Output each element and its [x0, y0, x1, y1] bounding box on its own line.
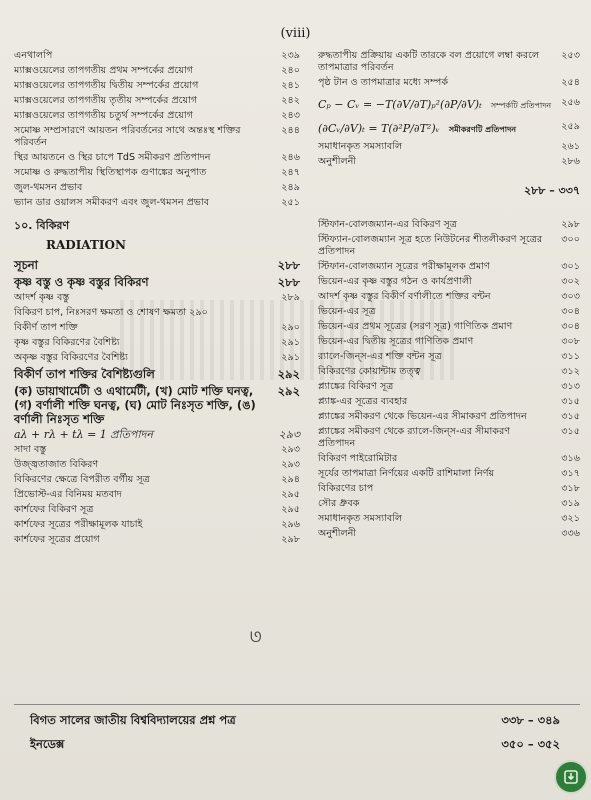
toc-entry-page: ৩১৫	[561, 396, 580, 407]
toc-entry-title: প্ল্যাঙ্কের সমীকরণ থেকে র‍্যালে-জিন্‌স-এর সীমাকরণ প্রতিপাদন	[318, 426, 511, 449]
toc-entry	[14, 504, 300, 516]
toc-entry-title: ভিয়েন-এর সূত্র	[318, 306, 376, 317]
bottom-row-1-text: বিগত সালের জাতীয় বিশ্ববিদ্যালয়ের প্রশ্ন পত্র	[30, 713, 236, 727]
toc-entry	[14, 474, 300, 486]
right-chapter-entries	[318, 219, 580, 540]
toc-entry-page: ২৪০	[281, 65, 300, 76]
toc-entry-page: ২৯৩	[278, 428, 300, 441]
toc-entry	[318, 468, 580, 480]
toc-entry	[318, 396, 580, 408]
toc-entry-page: ২৪১	[281, 80, 300, 91]
toc-entry-title: ম্যাক্সওয়েলের তাপগতীয় দ্বিতীয় সম্পর্কের প্রয়োগ	[14, 80, 199, 91]
chapter-heading	[14, 217, 300, 236]
toc-entry	[318, 261, 580, 273]
toc-entry-title: ম্যাক্সওয়েলের তাপগতীয় প্রথম সম্পর্কের প্রয়োগ	[14, 65, 194, 76]
toc-entry	[14, 337, 300, 349]
equation-row-1	[318, 93, 580, 113]
pencil-tick-mark: ᘎ	[250, 630, 262, 646]
toc-entry	[318, 321, 580, 333]
download-book-icon	[562, 768, 580, 786]
toc-entry-page: ২৬১	[561, 141, 580, 152]
toc-entry	[318, 381, 580, 393]
left-column	[14, 50, 300, 549]
toc-entry-title: স্টিফ্যান-বোলজম্যান সূত্র হতে নিউটনের শীতলীকরণ সূত্রের প্রতিপাদন	[318, 234, 543, 257]
toc-entry-title: কার্শফের সূত্রের প্রয়োগ	[14, 534, 100, 545]
left-top-entries	[14, 50, 300, 209]
toc-entry-page: ২৫৩	[561, 50, 580, 61]
toc-entry	[318, 426, 580, 450]
toc-entry	[318, 234, 580, 258]
toc-entry-page: ২৯৪	[281, 474, 300, 485]
toc-entry-title: ভিয়েন-এর দ্বিতীয় সূত্রের গাণিতিক প্রমাণ	[318, 336, 474, 347]
toc-entry-title: সূচনা	[14, 258, 39, 272]
toc-entry-page: ২৯৩	[281, 444, 300, 455]
toc-entry-title: প্ল্যাঙ্ক-এর সূত্রের ব্যবহার	[318, 396, 408, 407]
toc-entry-title: ভ্যান ডার ওয়ালস সমীকরণ এবং জুল-থমসন প্রভাব	[14, 197, 210, 208]
toc-entry-page: ৩০০	[561, 234, 580, 245]
toc-entry-page: ৩১২	[561, 366, 580, 377]
toc-entry-page: ৩১৭	[561, 468, 580, 479]
toc-entry-page: ৩১১	[561, 351, 580, 362]
toc-entry	[14, 352, 300, 364]
toc-entry-page: ২৪৪	[281, 125, 300, 136]
toc-entry-page: ২৫৪	[561, 77, 580, 88]
toc-entry-page: ২৪৯	[281, 182, 300, 193]
bottom-row-2-text: ইনডেক্স	[30, 737, 65, 751]
toc-entry	[14, 110, 300, 122]
toc-entry	[318, 50, 580, 74]
toc-entry-title: ভিয়েন-এর কৃষ্ণ বস্তুর গঠন ও কার্যপ্রণালী	[318, 276, 472, 287]
app-badge-icon[interactable]	[554, 760, 588, 794]
toc-entry-page: ২৯৮	[561, 219, 580, 230]
toc-entry-page: ২৪৭	[281, 167, 300, 178]
toc-entry-title: সমাধানকৃত সমস্যাবলি	[318, 141, 403, 152]
toc-entry-page: ৩১৯	[561, 498, 580, 509]
toc-entry-page: ২৯৬	[281, 519, 300, 530]
equation-1: Cₚ − Cᵥ = −T(∂V/∂T)ₚ²(∂P/∂V)ₜ	[318, 98, 482, 111]
toc-entry-title: সূর্যের তাপমাত্রা নির্ণয়ের একটি রাশিমালা নির্ণয়	[318, 468, 495, 479]
toc-entry	[14, 152, 300, 164]
toc-entry-page: ৩১৫	[561, 411, 580, 422]
page-number: (viii)	[280, 26, 311, 41]
toc-entry-title: জুল-থমসন প্রভাব	[14, 182, 83, 193]
toc-entry	[318, 291, 580, 303]
toc-entry-title: কার্শফের বিকিরণ সূত্র	[14, 504, 94, 515]
toc-entry-title: aλ + rλ + tλ = 1 প্রতিপাদন	[14, 428, 153, 441]
toc-entry-page: ২৯৮	[281, 534, 300, 545]
toc-entry-page: ৩১৮	[561, 483, 580, 494]
toc-entry-title: স্টিফান-বোলজম্যান-এর বিকিরণ সূত্র	[318, 219, 457, 230]
toc-entry-page: ২৪২	[281, 95, 300, 106]
toc-entry-title: ভিয়েন-এর প্রথম সূত্রের (সরণ সূত্র) গাণিতিক প্রমাণ	[318, 321, 513, 332]
toc-entry	[318, 276, 580, 288]
equation-1-page: ২৫৬	[561, 96, 580, 108]
bottom-row-2	[30, 736, 560, 755]
toc-entry-page: ৩০৮	[561, 336, 580, 347]
toc-entry-page: ২৮৬	[561, 156, 580, 167]
toc-entry	[14, 307, 300, 319]
toc-entry-title: বিকিরণ পাইরোমিটার	[318, 453, 398, 464]
toc-entry	[14, 429, 300, 441]
toc-entry-page: ২৯০	[281, 322, 300, 333]
bottom-row-1-range: ৩৩৮ – ৩৪৯	[501, 713, 560, 727]
toc-entry-page: ৩১৫	[561, 426, 580, 437]
chapter-range: ২৮৮ – ৩৩৭	[523, 184, 580, 197]
toc-entry-title: র‍্যালে-জিন্‌স-এর শক্তি বন্টন সূত্র	[318, 351, 442, 362]
toc-entry-title: স্টিফান-বোলজম্যান সূত্রের পরীক্ষামূলক প্রমাণ	[318, 261, 490, 272]
toc-entry-page: ৩১৩	[561, 381, 580, 392]
toc-entry-title: ম্যাক্সওয়েলের তাপগতীয় তৃতীয় সম্পর্কের প্রয়োগ	[14, 95, 198, 106]
toc-entry	[14, 65, 300, 77]
toc-entry-title: পৃষ্ঠ টান ও তাপমাত্রার মধ্যে সম্পর্ক	[318, 77, 449, 88]
toc-entry-title: সাদা বস্তু	[14, 444, 47, 455]
toc-entry	[14, 489, 300, 501]
toc-entry	[14, 459, 300, 471]
toc-entry	[14, 384, 300, 426]
toc-entry-page: ৩২১	[561, 513, 580, 524]
toc-entry-page: ২৯২	[277, 367, 300, 381]
toc-entry	[14, 367, 300, 381]
toc-entry-title: বিকিরণ চাপ, নিঃসরণ ক্ষমতা ও শোষণ ক্ষমতা ২৯০	[14, 307, 208, 318]
toc-entry-page: ৩৩৬	[561, 528, 580, 539]
toc-entry-page: ২৯৩	[281, 459, 300, 470]
toc-entry-title: উজ্জ্বতাজাত বিকিরণ	[14, 459, 99, 470]
equation-1-label: সম্পর্কটি প্রতিপাদন	[490, 101, 552, 110]
toc-entry	[14, 167, 300, 179]
toc-entry-page: ২৩৯	[281, 50, 300, 61]
toc-entry-title: প্রিভোস্ট-এর বিনিময় মতবাদ	[14, 489, 122, 500]
toc-entry	[14, 197, 300, 209]
bottom-row-2-range: ৩৫০ – ৩৫২	[501, 737, 560, 751]
toc-entry	[318, 141, 580, 153]
toc-entry	[14, 80, 300, 92]
toc-entry	[14, 322, 300, 334]
toc-entry-page: ২৮৮	[277, 275, 300, 289]
toc-entry-title: কৃষ্ণ বস্তুর বিকিরণের বৈশিষ্ট্য	[14, 337, 120, 348]
toc-entry	[318, 453, 580, 465]
toc-entry	[14, 50, 300, 62]
equation-2-page: ২৫৯	[561, 120, 580, 132]
toc-entry	[14, 275, 300, 289]
toc-entry	[318, 219, 580, 231]
toc-entry	[318, 366, 580, 378]
toc-entry	[14, 95, 300, 107]
toc-entry-title: সমোষ্ণ সম্প্রসারণে আয়তন পরিবর্তনের সাথে অন্তঃস্থ শক্তির পরিবর্তন	[14, 125, 241, 148]
toc-entry-page: ২৪৩	[281, 110, 300, 121]
toc-entry-title: সমোষ্ণ ও রুদ্ধতাপীয় স্থিতিস্থাপক গুণাঙ্কের অনুপাত	[14, 167, 207, 178]
toc-entry	[14, 292, 300, 304]
toc-entry-title: (ক) ডায়াথার্মেটী ও এথার্মেটী, (খ) মোট শক্তি ঘনত্ব, (গ) বর্ণালী শক্তি ঘনত্ব, (ঘ) মোট নিঃসৃত শক্তি, (ঙ) বর্ণালী নিঃসৃত শক্তি	[14, 384, 256, 426]
right-top-entries-b	[318, 141, 580, 168]
toc-entry	[14, 519, 300, 531]
toc-entry-page: ৩০৪	[561, 306, 580, 317]
toc-entry-page: ২৯১	[281, 352, 300, 363]
toc-entry-page: ৩০১	[561, 261, 580, 272]
equation-2-label: সমীকরণটি প্রতিপাদন	[448, 125, 517, 134]
toc-entry-title: এনথালপি	[14, 50, 53, 61]
right-top-entries	[318, 50, 580, 89]
toc-entry-page: ২৫১	[281, 197, 300, 208]
toc-entry-page: ৩০৩	[561, 291, 580, 302]
toc-entry-title: বিকিরণের কোয়ান্টাম তত্ত্ব	[318, 366, 421, 377]
toc-entry-title: অকৃষ্ণ বস্তুর বিকিরণের বৈশিষ্ট্য	[14, 352, 128, 363]
toc-entry-title: স্থির আয়তনে ও স্থির চাপে TdS সমীকরণ প্রতিপাদন	[14, 152, 211, 163]
toc-entry-title: সৌর ধ্রুবক	[318, 498, 360, 509]
toc-entry	[318, 483, 580, 495]
toc-entry-page: ৩০২	[561, 276, 580, 287]
toc-entry-page: ২৪৬	[281, 152, 300, 163]
toc-entry-title: বিকীর্ণ তাপ শক্তির বৈশিষ্ট্যগুলি	[14, 367, 155, 381]
toc-entry-page: ২৯১	[281, 337, 300, 348]
toc-entry-title: কৃষ্ণ বস্তু ও কৃষ্ণ বস্তুর বিকিরণ	[14, 275, 149, 289]
toc-entry-page: ৩১৬	[561, 453, 580, 464]
equation-2: (∂Cᵥ/∂V)ₜ = T(∂²P/∂T²)ᵥ	[318, 122, 440, 135]
toc-entry	[318, 498, 580, 510]
toc-entry	[14, 444, 300, 456]
toc-entry-title: আদর্শ কৃষ্ণ বস্তুর বিকীর্ণ বর্ণালীতে শক্তির বন্টন	[318, 291, 491, 302]
toc-entry	[318, 411, 580, 423]
equation-row-2	[318, 117, 580, 137]
chapter-english-title: RADIATION	[46, 238, 126, 252]
toc-entry	[318, 336, 580, 348]
toc-entry	[14, 534, 300, 546]
toc-entry-title: আদর্শ কৃষ্ণ বস্তু	[14, 292, 70, 303]
toc-entry-title: রুদ্ধতাপীয় প্রক্রিয়ায় একটি তারকে বল প্রয়োগে লম্বা করলে তাপমাত্রার পরিবর্তন	[318, 50, 540, 73]
toc-entry-title: বিকিরণের ক্ষেত্রে বিপরীত বর্গীয় সূত্র	[14, 474, 150, 485]
divider-line	[14, 704, 580, 705]
toc-entry	[14, 125, 300, 149]
toc-entry-title: কার্শফের সূত্রের পরীক্ষামূলক যাচাই	[14, 519, 143, 530]
toc-entry-title: অনুশীলনী	[318, 528, 357, 539]
toc-entry-page: ২৮৯	[281, 292, 300, 303]
toc-entry-title: প্ল্যাঙ্কের বিকিরণ সূত্র	[318, 381, 394, 392]
toc-entry-title: প্ল্যাঙ্কের সমীকরণ থেকে ভিয়েন-এর সীমাকরণ প্রতিপাদন	[318, 411, 527, 422]
toc-entry	[14, 258, 300, 272]
chapter-range-row	[318, 182, 580, 201]
chapter-title: ১০. বিকিরণ	[14, 219, 70, 232]
toc-entry	[318, 306, 580, 318]
toc-entry	[318, 351, 580, 363]
toc-entry-page: ২৮৮	[277, 258, 300, 272]
bottom-row-1	[30, 712, 560, 731]
toc-entry-page: ৩০৪	[561, 321, 580, 332]
toc-entry-title: ম্যাক্সওয়েলের তাপগতীয় চতুর্থ সম্পর্কের প্রয়োগ	[14, 110, 193, 121]
toc-entry-page: ২৯৫	[281, 504, 300, 515]
toc-entry	[318, 513, 580, 525]
toc-entry	[14, 182, 300, 194]
toc-entry-page: ২৯২	[277, 384, 300, 398]
toc-entry	[318, 528, 580, 540]
toc-entry-title: সমাধানকৃত সমস্যাবলি	[318, 513, 403, 524]
right-column	[318, 50, 580, 543]
toc-entry-title: বিকিরণের চাপ	[318, 483, 374, 494]
toc-entry	[318, 156, 580, 168]
left-chapter-entries	[14, 258, 300, 546]
toc-entry-page: ২৯৫	[281, 489, 300, 500]
toc-entry	[318, 77, 580, 89]
toc-entry-title: অনুশীলনী	[318, 156, 357, 167]
toc-entry-title: বিকীর্ণ তাপ শক্তি	[14, 322, 78, 333]
